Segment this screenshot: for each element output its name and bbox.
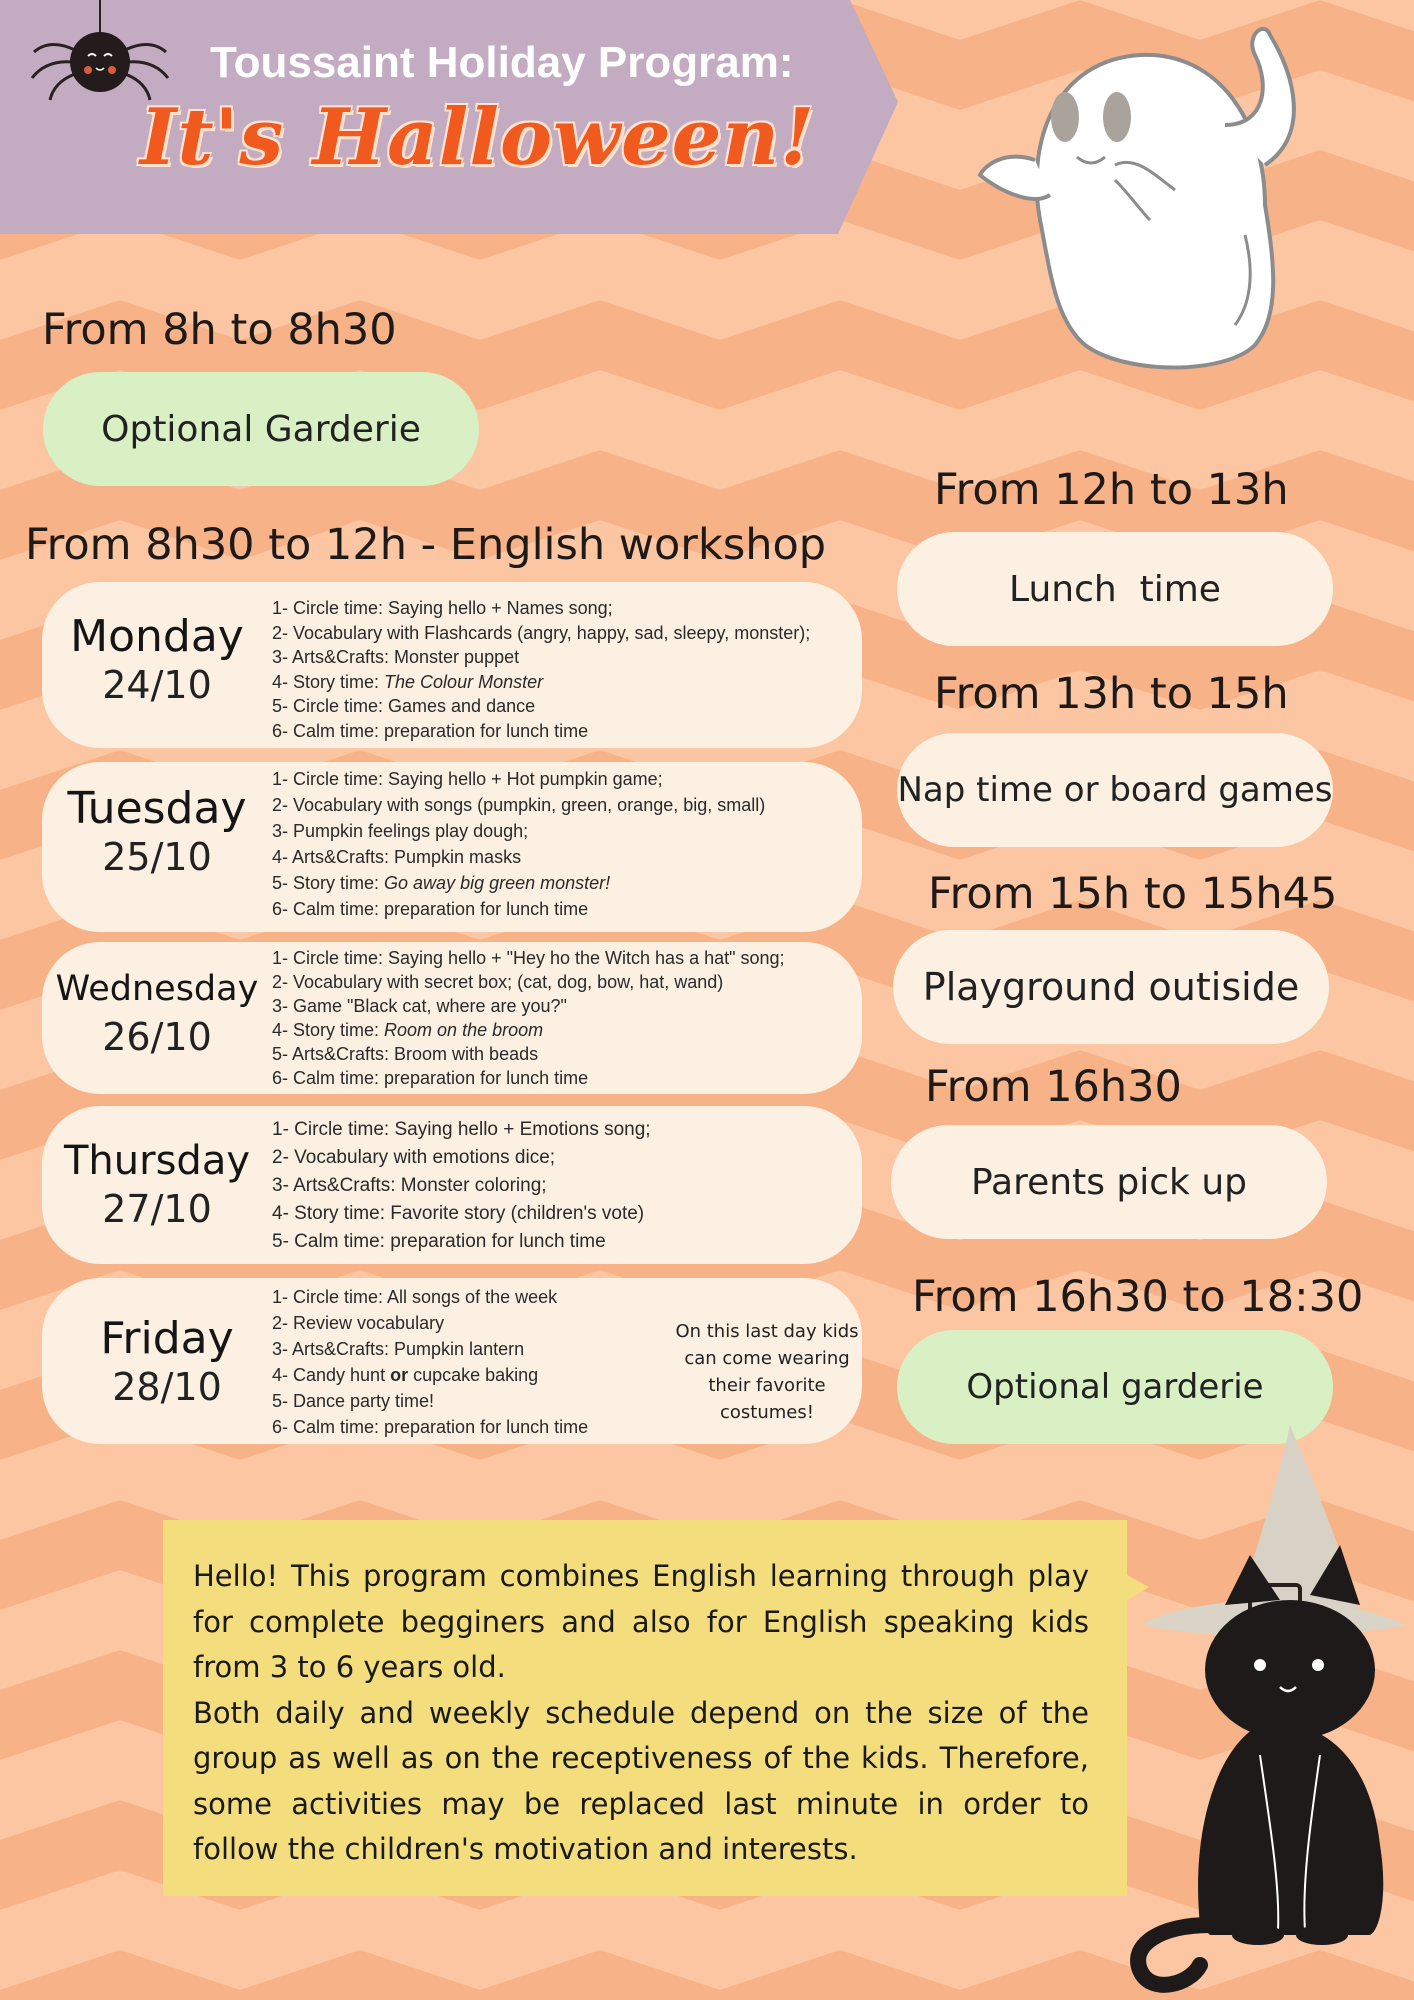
activity-item: 1- Circle time: Saying hello + Hot pumpkin game; [272, 769, 663, 789]
activity-item: 4- Candy hunt or cupcake baking [272, 1365, 539, 1385]
activity-item: 3- Arts&Crafts: Monster puppet [272, 647, 520, 667]
activity-item: 1- Circle time: All songs of the week [272, 1287, 558, 1307]
heading-parents-pick-up: From 16h30 [925, 1062, 1182, 1112]
day-date: 26/10 [102, 1015, 212, 1059]
activity-item: 2- Vocabulary with emotions dice; [272, 1147, 556, 1168]
activity-list [272, 596, 810, 743]
activity-list [272, 766, 765, 922]
activity-item: 6- Calm time: preparation for lunch time [272, 1417, 589, 1437]
activity-list [272, 1116, 651, 1256]
story-title: Room on the broom [384, 1020, 544, 1040]
info-paragraph: Hello! This program combines English learning through play for complete begginers and also for English speaking kids from 3 to 6 years old. [193, 1559, 1089, 1684]
pill-nap-time: Nap time or board games [897, 733, 1333, 847]
day-date: 24/10 [102, 663, 212, 707]
or-emphasis: or [390, 1365, 409, 1385]
activity-item: 6- Calm time: preparation for lunch time [272, 1068, 589, 1088]
day-name: Friday [100, 1313, 234, 1364]
day-card-friday [42, 1278, 862, 1444]
halloween-title: It's Halloween! [140, 92, 816, 183]
day-date: 25/10 [102, 835, 212, 879]
activity-item: 5- Story time: Go away big green monster! [272, 873, 611, 893]
activity-item: 5- Dance party time! [272, 1391, 435, 1411]
pill-parents-pick-up: Parents pick up [891, 1125, 1327, 1239]
heading-nap: From 13h to 15h [934, 669, 1289, 719]
activity-item: 5- Arts&Crafts: Broom with beads [272, 1044, 539, 1064]
pill-optional-garderie-morning: Optional Garderie [43, 372, 479, 486]
activity-list [272, 1284, 588, 1440]
activity-item: 2- Vocabulary with songs (pumpkin, green, orange, big, small) [272, 795, 766, 815]
activity-item: 2- Vocabulary with Flashcards (angry, happy, sad, sleepy, monster); [272, 622, 811, 643]
day-card-wednesday [42, 942, 862, 1094]
day-date: 27/10 [102, 1187, 212, 1231]
activity-item: 2- Review vocabulary [272, 1313, 445, 1333]
ghost-illustration [965, 15, 1355, 375]
activity-item: 5- Circle time: Games and dance [272, 696, 536, 716]
activity-item: 5- Calm time: preparation for lunch time [272, 1231, 606, 1252]
activity-item: 4- Story time: Room on the broom [272, 1020, 544, 1040]
activity-item: 1- Circle time: Saying hello + Emotions song; [272, 1119, 651, 1140]
witch-cat-illustration [1130, 1425, 1414, 2000]
heading-evening-garderie: From 16h30 to 18:30 [912, 1272, 1364, 1322]
program-title: Toussaint Holiday Program: [210, 38, 794, 87]
pill-lunch-time: Lunch time [897, 532, 1333, 646]
activity-item: 4- Story time: Favorite story (children's vote) [272, 1203, 645, 1224]
day-name: Tuesday [67, 783, 247, 834]
info-box [163, 1520, 1127, 1896]
activity-item: 6- Calm time: preparation for lunch time [272, 720, 589, 741]
activity-item: 3- Arts&Crafts: Pumpkin lantern [272, 1339, 525, 1359]
day-card-thursday [42, 1106, 862, 1264]
pill-optional-garderie-evening: Optional garderie [897, 1330, 1333, 1444]
pill-playground: Playground outiside [893, 930, 1329, 1044]
story-title: Go away big green monster! [384, 873, 611, 893]
info-paragraph: Both daily and weekly schedule depend on the size of the group as well as on the receptiveness of the kids. Therefore, some activities may be replaced last minute in order to follow the children's motivation and interests. [193, 1695, 1089, 1866]
activity-item: 3- Arts&Crafts: Monster coloring; [272, 1175, 547, 1196]
heading-english-workshop: From 8h30 to 12h - English workshop [25, 520, 827, 570]
day-card-monday [42, 582, 862, 748]
activity-item: 3- Game "Black cat, where are you?" [272, 996, 567, 1016]
heading-playground: From 15h to 15h45 [928, 869, 1338, 919]
activity-item: 1- Circle time: Saying hello + "Hey ho the Witch has a hat" song; [272, 948, 785, 968]
day-card-tuesday [42, 762, 862, 932]
heading-morning-garderie: From 8h to 8h30 [42, 305, 397, 355]
day-name: Wednesday [55, 969, 259, 1009]
activity-item: 2- Vocabulary with secret box; (cat, dog, bow, hat, wand) [272, 972, 724, 992]
friday-costume-note: On this last day kids can come wearing their favorite costumes! [675, 1321, 859, 1423]
activity-item: 3- Pumpkin feelings play dough; [272, 821, 529, 841]
heading-lunch: From 12h to 13h [934, 465, 1289, 515]
activity-item: 1- Circle time: Saying hello + Names song; [272, 598, 613, 618]
day-name: Thursday [64, 1138, 250, 1184]
day-name: Monday [70, 611, 244, 662]
activity-item: 4- Arts&Crafts: Pumpkin masks [272, 847, 522, 867]
activity-item: 6- Calm time: preparation for lunch time [272, 899, 589, 919]
story-title: The Colour Monster [384, 671, 544, 692]
day-date: 28/10 [112, 1365, 222, 1409]
activity-item: 4- Story time: The Colour Monster [272, 671, 544, 692]
activity-list [272, 946, 785, 1090]
